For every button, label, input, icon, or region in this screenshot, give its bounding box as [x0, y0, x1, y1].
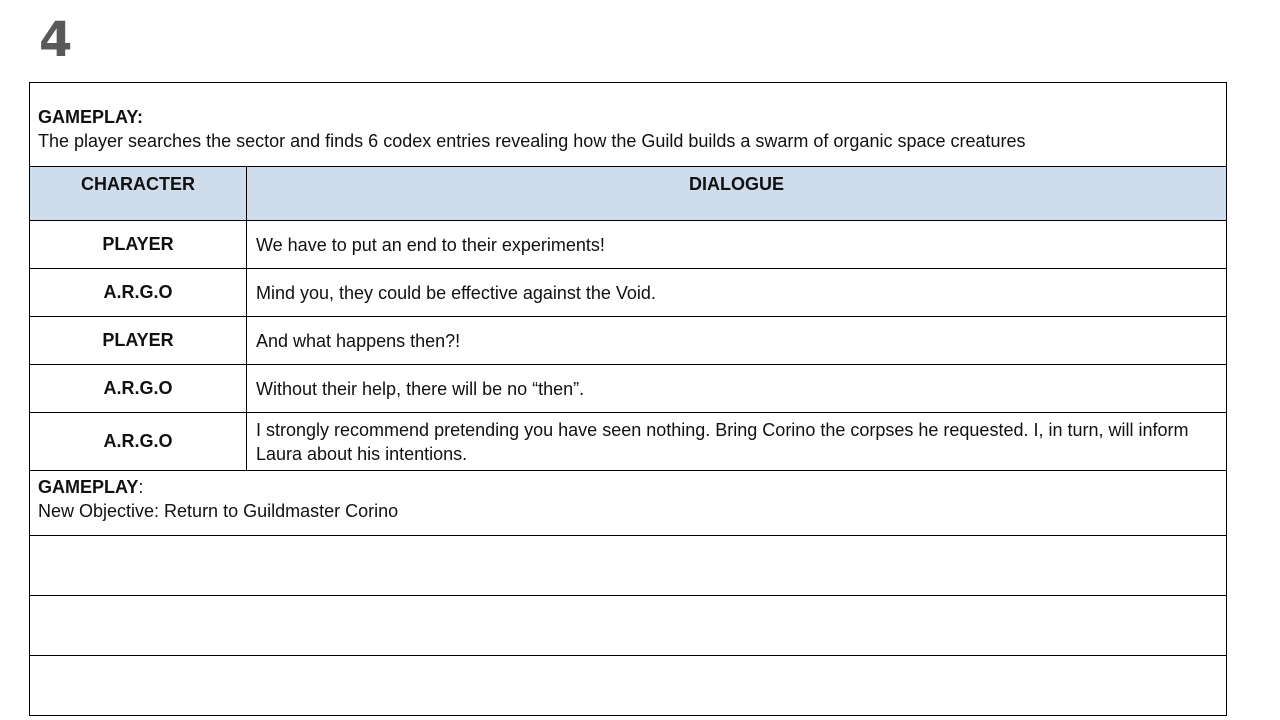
gameplay-outro-text: New Objective: Return to Guildmaster Corino — [38, 501, 399, 521]
table-header-row — [30, 167, 1227, 221]
character-cell: A.R.G.O — [30, 413, 247, 471]
empty-cell — [30, 536, 1227, 596]
dialogue-cell: And what happens then?! — [247, 317, 1227, 365]
empty-cell — [30, 656, 1227, 716]
empty-row — [30, 536, 1227, 596]
character-column-header: CHARACTER — [30, 167, 247, 221]
character-cell: PLAYER — [30, 317, 247, 365]
character-cell: A.R.G.O — [30, 269, 247, 317]
empty-row — [30, 656, 1227, 716]
dialogue-row — [30, 221, 1227, 269]
dialogue-cell: Without their help, there will be no “then”. — [247, 365, 1227, 413]
dialogue-row — [30, 365, 1227, 413]
dialogue-column-header: DIALOGUE — [247, 167, 1227, 221]
gameplay-intro-row — [30, 83, 1227, 167]
empty-row — [30, 596, 1227, 656]
gameplay-outro-colon: : — [138, 477, 144, 497]
slide-number: 4 — [39, 12, 73, 68]
empty-cell — [30, 596, 1227, 656]
character-cell: PLAYER — [30, 221, 247, 269]
gameplay-intro-cell — [30, 83, 1227, 167]
dialogue-cell: I strongly recommend pretending you have seen nothing. Bring Corino the corpses he requested. I, in turn, will inform Laura about his intentions. — [247, 413, 1227, 471]
character-cell: A.R.G.O — [30, 365, 247, 413]
gameplay-outro-heading: GAMEPLAY — [38, 477, 139, 497]
dialogue-row — [30, 317, 1227, 365]
gameplay-outro-row — [30, 471, 1227, 536]
dialogue-row — [30, 413, 1227, 471]
dialogue-cell: We have to put an end to their experiments! — [247, 221, 1227, 269]
dialogue-cell: Mind you, they could be effective against the Void. — [247, 269, 1227, 317]
gameplay-intro-text: The player searches the sector and finds 6 codex entries revealing how the Guild builds a swarm of organic space creatures — [38, 130, 1026, 151]
gameplay-intro-heading: GAMEPLAY: — [38, 106, 144, 127]
dialogue-row — [30, 269, 1227, 317]
script-table — [29, 82, 1227, 716]
gameplay-outro-cell — [30, 471, 1227, 536]
